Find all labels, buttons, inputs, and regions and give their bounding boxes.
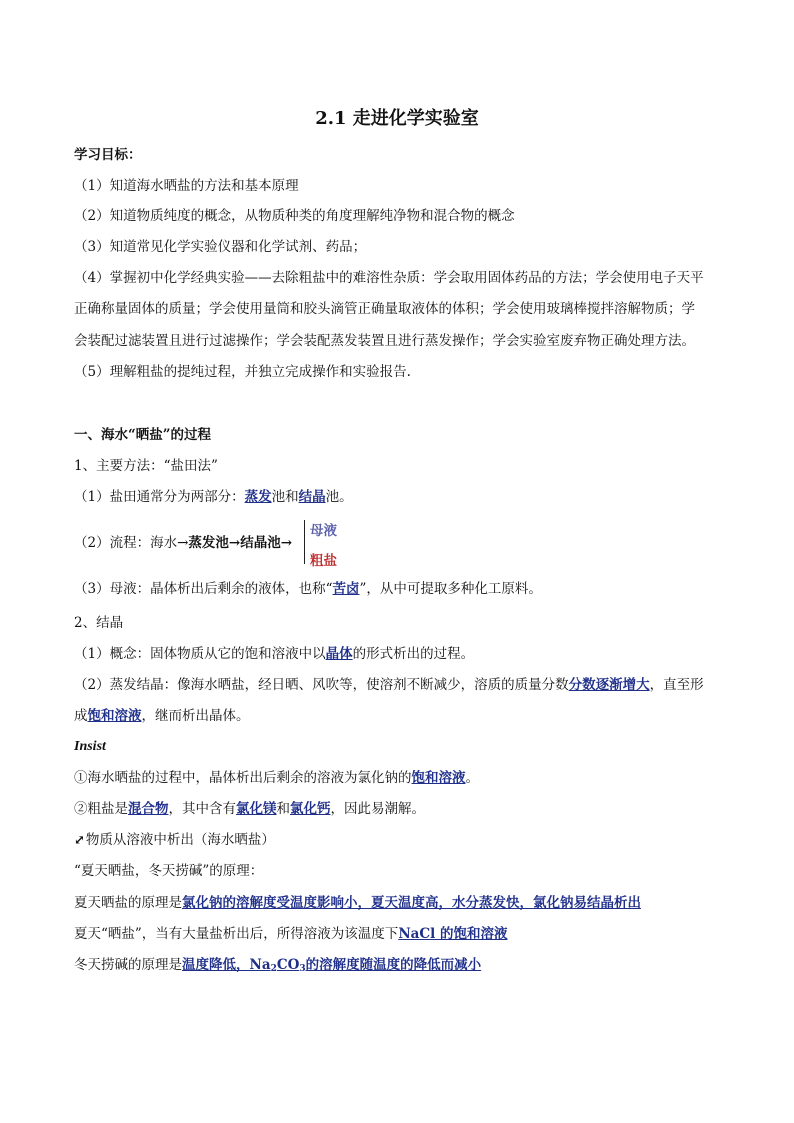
note-2-end: ，因此易潮解。 — [330, 801, 425, 817]
goal-1: （1）知道海水晒盐的方法和基本原理 — [74, 178, 299, 194]
main-method: 1、主要方法：“盐田法” — [74, 458, 218, 474]
evaporation-crystallization-cont — [74, 707, 250, 725]
answer-crystallization: 结晶 — [298, 489, 326, 505]
answer-bittern: 苦卤 — [332, 581, 360, 597]
summer-saturated-note — [74, 925, 507, 943]
note-1 — [74, 769, 479, 787]
process-flow — [74, 534, 292, 552]
summer-saturated-text: 夏天“晒盐”，当有大量盐析出后，所得溶液为该温度下 — [74, 926, 399, 942]
goal-2: （2）知道物质纯度的概念，从物质种类的角度理解纯净物和混合物的概念 — [74, 208, 515, 224]
answer-fraction-increase: 分数逐渐增大 — [568, 677, 650, 693]
goal-4-line-3: 会装配过滤装置且进行过滤操作；学会装配蒸发装置且进行蒸发操作；学会实验室废弃物正确处理方法。 — [74, 333, 695, 349]
crystallization-heading: 2、结晶 — [74, 615, 124, 631]
pond-parts-end: 池。 — [325, 489, 353, 505]
page-title: 2.1 走进化学实验室 — [315, 108, 479, 129]
evap2-end: ，继而析出晶体。 — [141, 708, 250, 724]
summer-winter-principle: “夏天晒盐，冬天捞碱”的原理： — [74, 863, 264, 879]
winter-soda-principle — [74, 956, 481, 978]
answer-evaporation: 蒸发 — [244, 489, 272, 505]
answer-mixture: 混合物 — [128, 801, 169, 817]
answer-nacl-saturated-solution: NaCl 的饱和溶液 — [398, 926, 508, 942]
winter-ans-part-1: 温度降低，Na — [182, 957, 271, 973]
goal-5: （5）理解粗盐的提纯过程，并独立完成操作和实验报告. — [74, 364, 411, 380]
summer-salt-text: 夏天晒盐的原理是 — [74, 895, 182, 911]
evap-text: （2）蒸发结晶：像海水晒盐，经日晒、风吹等，使溶剂不断减少，溶质的质量分数 — [74, 677, 569, 693]
answer-cacl2: 氯化钙 — [290, 801, 331, 817]
flow-branch-crude-salt: 粗盐 — [310, 553, 337, 569]
pond-parts-mid: 池和 — [271, 489, 299, 505]
mother-liquor-end: ”，从中可提取多种化工原料。 — [359, 581, 542, 597]
answer-saturated-solution: 饱和溶液 — [87, 708, 142, 724]
winter-sub-2: 2 — [270, 964, 277, 974]
answer-mgcl2: 氯化镁 — [236, 801, 277, 817]
precipitation-topic-text: 物质从溶液中析出（海水晒盐） — [85, 832, 275, 848]
note-2-mid-2: 和 — [276, 801, 290, 817]
crystal-concept-end: 的形式析出的过程。 — [352, 646, 475, 662]
note-2-text: ②粗盐是 — [74, 801, 128, 817]
pond-parts-text: （1）盐田通常分为两部分： — [74, 489, 245, 505]
evap2-text: 成 — [74, 708, 88, 724]
winter-ans-part-2: CO — [276, 957, 300, 973]
goal-4-line-1: （4）掌握初中化学经典实验——去除粗盐中的难溶性杂质：学会取用固体药品的方法；学会使用电子天平 — [74, 270, 704, 286]
note-2-mid-1: ，其中含有 — [168, 801, 236, 817]
note-1-end: 。 — [465, 770, 479, 786]
winter-sub-3: 3 — [299, 964, 306, 974]
flow-branch-mother-liquor: 母液 — [310, 523, 337, 539]
pond-parts — [74, 488, 353, 506]
goal-3: （3）知道常见化学实验仪器和化学试剂、药品； — [74, 239, 367, 255]
summer-salt-principle — [74, 894, 641, 912]
crystal-concept — [74, 645, 474, 663]
insist-label: Insist — [74, 739, 106, 754]
answer-winter-soda — [182, 957, 481, 973]
answer-summer-salt: 氯化钠的溶解度受温度影响小，夏天温度高，水分蒸发快，氯化钠易结晶析出 — [182, 895, 641, 911]
crystal-concept-text: （1）概念：固体物质从它的饱和溶液中以 — [74, 646, 326, 662]
process-flow-steps: 蒸发池→结晶池→ — [188, 535, 293, 551]
mother-liquor-text: （3）母液：晶体析出后剩余的液体，也称“ — [74, 581, 333, 597]
answer-crystal: 晶体 — [325, 646, 353, 662]
expand-arrow-icon: ⤢ — [74, 833, 85, 848]
note-2 — [74, 800, 425, 818]
winter-ans-part-3: 的溶解度随温度的降低而减小 — [305, 957, 482, 973]
note-1-text: ①海水晒盐的过程中，晶体析出后剩余的溶液为氯化钠的 — [74, 770, 412, 786]
precipitation-topic — [74, 831, 275, 850]
goal-4-line-2: 正确称量固体的质量；学会使用量筒和胶头滴管正确量取液体的体积；学会使用玻璃棒搅拌溶解物质；学 — [74, 301, 695, 317]
mother-liquor — [74, 580, 542, 598]
answer-nacl-saturated: 饱和溶液 — [411, 770, 466, 786]
section-1-heading: 一、海水“晒盐”的过程 — [74, 427, 212, 443]
evaporation-crystallization — [74, 676, 704, 694]
winter-soda-text: 冬天捞碱的原理是 — [74, 957, 182, 973]
goals-heading: 学习目标： — [74, 147, 142, 163]
evap-end: ，直至形 — [649, 677, 704, 693]
process-flow-text: （2）流程：海水→ — [74, 535, 189, 551]
